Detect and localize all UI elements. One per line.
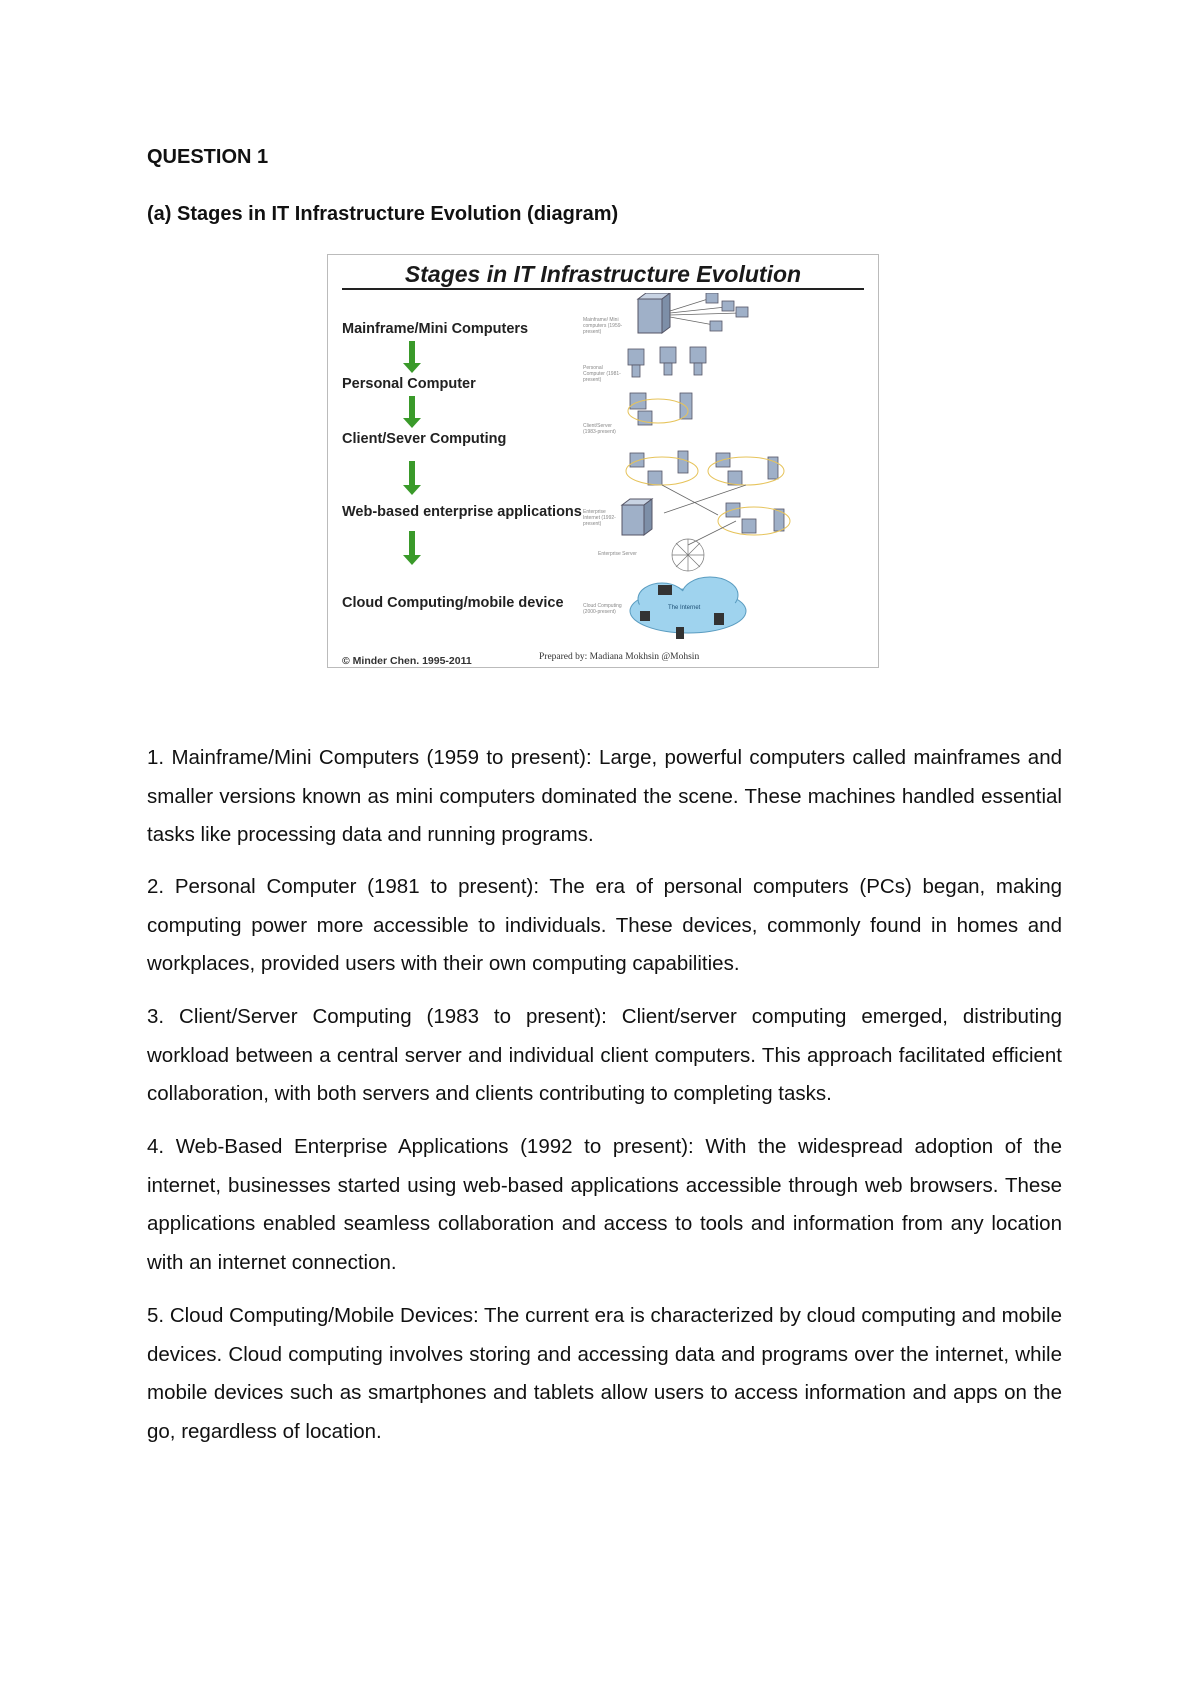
cloud-internet-label: The Internet <box>668 605 701 611</box>
stage-caption: Enterprise Internet (1992-present) <box>583 509 616 527</box>
stage-arrow-icon <box>403 396 421 428</box>
stage-caption: Mainframe/ Mini computers (1959-present) <box>583 317 623 335</box>
personal-computer-icon <box>628 347 706 377</box>
question-subtitle: (a) Stages in IT Infrastructure Evolution (diagram) <box>147 203 619 225</box>
stage-caption: Cloud Computing (2000-present) <box>583 603 622 615</box>
enterprise-client-icon <box>630 451 784 533</box>
paragraph-web-based: 4. Web-Based Enterprise Applications (1992 to present): With the widespread adoption of the internet, businesses started using web-based applications accessible through web browsers. These applications enabled seamless collaboration and access to tools and information from any location with an internet connection. <box>147 1135 1062 1274</box>
question-title: QUESTION 1 <box>147 146 269 168</box>
stage-caption: Client/Server (1983-present) <box>583 423 616 435</box>
terminal-icon <box>706 293 748 331</box>
paragraph-mainframe: 1. Mainframe/Mini Computers (1959 to present): Large, powerful computers called mainframes and smaller versions known as mini computers dominated the scene. These machines handled essential tasks like processing data and running programs. <box>147 746 1062 846</box>
stage-label-mainframe: Mainframe/Mini Computers <box>342 321 529 337</box>
enterprise-server-icon <box>622 499 652 535</box>
network-illustration <box>618 293 879 668</box>
diagram-copyright: © Minder Chen. 1995-2011 <box>342 655 472 667</box>
stage-label-client-server: Client/Sever Computing <box>342 431 507 447</box>
stage-caption: Personal Computer (1981-present) <box>583 365 621 383</box>
diagram-title: Stages in IT Infrastructure Evolution <box>404 261 802 287</box>
paragraph-client-server: 3. Client/Server Computing (1983 to present): Client/server computing emerged, distributing workload between a central server and individual client computers. This approach facilitated efficient collaboration, with both servers and clients contributing to completing tasks. <box>147 1005 1062 1105</box>
mainframe-icon <box>638 293 670 333</box>
stage-label-cloud: Cloud Computing/mobile device <box>342 595 564 611</box>
diagram-title-rule <box>342 288 864 290</box>
paragraph-cloud: 5. Cloud Computing/Mobile Devices: The current era is characterized by cloud computing and mobile devices. Cloud computing involves storing and accessing data and programs over the internet, while mobile devices such as smartphones and tablets allow users to access information and apps on the go, regardless of location. <box>147 1304 1062 1443</box>
enterprise-server-caption: Enterprise Server <box>598 551 637 557</box>
stage-arrow-icon <box>403 461 421 495</box>
evolution-diagram <box>327 254 879 668</box>
stage-arrow-icon <box>403 531 421 565</box>
diagram-prepared-by: Prepared by: Madiana Mokhsin @Mohsin <box>539 652 700 662</box>
stage-label-personal-computer: Personal Computer <box>342 376 476 392</box>
paragraph-personal-computer: 2. Personal Computer (1981 to present): The era of personal computers (PCs) began, making computing power more accessible to individuals. These devices, commonly found in homes and workplaces, provided users with their own computing capabilities. <box>147 875 1062 975</box>
internet-globe-icon <box>672 539 704 571</box>
stage-label-web-based: Web-based enterprise applications <box>342 504 582 520</box>
stage-arrow-icon <box>403 341 421 373</box>
